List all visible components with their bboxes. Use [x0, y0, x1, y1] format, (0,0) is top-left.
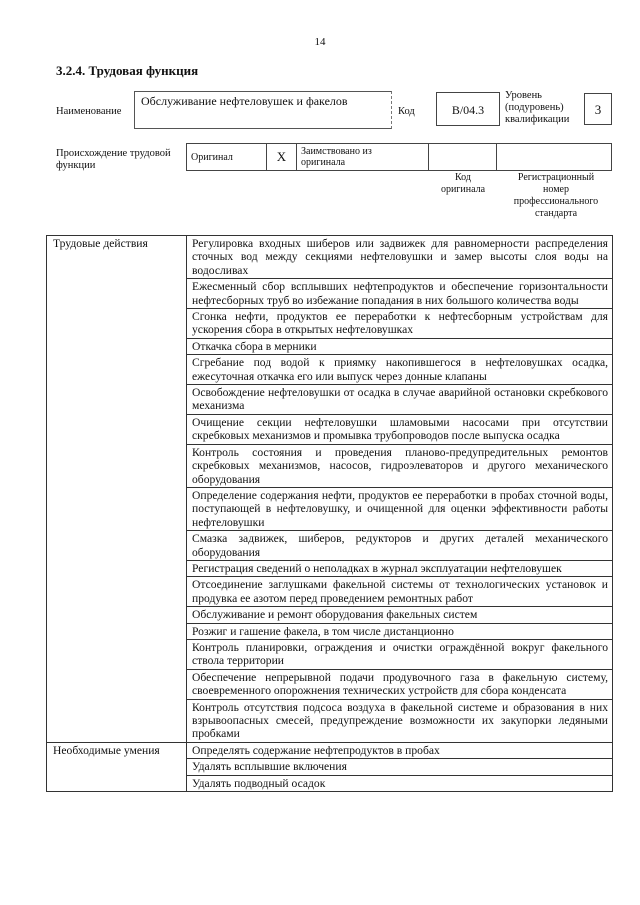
skills-heading: Необходимые умения	[47, 742, 187, 791]
level-value: 3	[584, 93, 612, 125]
list-item: Контроль планировки, ограждения и очистки ограждённой вокруг факельного ствола территории	[187, 639, 613, 669]
caption-line: оригинала	[440, 184, 486, 195]
section-title: 3.2.4. Трудовая функция	[56, 63, 199, 78]
list-item: Определение содержания нефти, продуктов ее переработки в пробах сточной воды, поступающей в нефтеловушку, и очищенной для оценки эффективности работы нефтеловушки	[187, 487, 613, 530]
list-item: Смазка задвижек, шиберов, редукторов и других деталей механического оборудования	[187, 531, 613, 561]
registration-number-cell	[497, 144, 612, 171]
list-item: Розжиг и гашение факела, в том числе дистанционно	[187, 623, 613, 639]
borrowed-label-line: Заимствовано из	[301, 146, 372, 157]
level-label-line: квалификации	[505, 114, 570, 125]
function-table	[46, 235, 613, 792]
level-label-line: Уровень	[505, 90, 542, 101]
registration-number-caption	[500, 172, 612, 220]
table-row	[47, 742, 613, 758]
code-value: B/04.3	[436, 92, 500, 126]
list-item: Удалять подводный осадок	[187, 775, 613, 791]
list-item: Сгонка нефти, продуктов ее переработки к нефтесборным устройствам для ускорения сбора в открытых нефтеловушках	[187, 309, 613, 339]
caption-line: Регистрационный	[517, 172, 595, 183]
code-label: Код	[398, 106, 415, 117]
origin-table	[186, 143, 612, 171]
list-item: Откачка сбора в мерники	[187, 338, 613, 354]
list-item: Очищение секции нефтеловушки шламовыми насосами при отсутствии скребковых механизмов и промывка трубопроводов после выпуска осадка	[187, 414, 613, 444]
caption-line: Код	[455, 172, 471, 183]
original-code-caption	[430, 172, 496, 196]
list-item: Сгребание под водой к приямку накопившегося в нефтеловушках осадка, ежесуточная откачка его или выпуск через донные клапаны	[187, 355, 613, 385]
list-item: Ежесменный сбор всплывших нефтепродуктов и обеспечение горизонтальности нефтесборных труб во избежание попадания в них большого количества воды	[187, 279, 613, 309]
original-label: Оригинал	[187, 144, 267, 171]
original-mark: X	[267, 144, 297, 171]
list-item: Отсоединение заглушками факельной системы от технологических установок и продувка ее азотом перед проведением ремонтных работ	[187, 577, 613, 607]
borrowed-label	[297, 144, 429, 171]
list-item: Контроль состояния и проведения планово-предупредительных ремонтов скребковых механизмов, насосов, гидроэлеваторов и другого механического оборудования	[187, 444, 613, 487]
list-item: Освобождение нефтеловушки от осадка в случае аварийной остановки скребкового механизма	[187, 385, 613, 415]
list-item: Обслуживание и ремонт оборудования факельных систем	[187, 607, 613, 623]
list-item: Контроль отсутствия подсоса воздуха в факельной системе и образования в них взрывоопасных смесей, предупреждение возможности их закупорки ледяными пробками	[187, 699, 613, 742]
level-label-line: (подуровень)	[505, 102, 564, 113]
caption-line: номер	[543, 184, 569, 195]
original-code-cell	[429, 144, 497, 171]
origin-label-line: функции	[56, 160, 96, 171]
borrowed-label-line: оригинала	[301, 157, 346, 168]
list-item: Определять содержание нефтепродуктов в пробах	[187, 742, 613, 758]
list-item: Удалять всплывшие включения	[187, 759, 613, 775]
caption-line: стандарта	[534, 208, 578, 219]
list-item: Регистрация сведений о неполадках в журнал эксплуатации нефтеловушек	[187, 560, 613, 576]
table-row	[47, 236, 613, 279]
level-label	[505, 90, 569, 126]
origin-label	[56, 148, 171, 172]
origin-label-line: Происхождение трудовой	[56, 148, 171, 159]
function-name-field: Обслуживание нефтеловушек и факелов	[134, 91, 392, 129]
list-item: Обеспечение непрерывной подачи продувочного газа в факельную систему, своевременного опорожнения технических устройств для сбора конденсата	[187, 669, 613, 699]
list-item: Регулировка входных шиберов или задвижек для равномерности распределения сточных вод между секциями нефтеловушки и замер высоты слоя воды на водосливах	[187, 236, 613, 279]
name-label: Наименование	[56, 106, 122, 117]
caption-line: профессионального	[513, 196, 599, 207]
labor-actions-heading: Трудовые действия	[47, 236, 187, 743]
page-number: 14	[314, 36, 326, 48]
